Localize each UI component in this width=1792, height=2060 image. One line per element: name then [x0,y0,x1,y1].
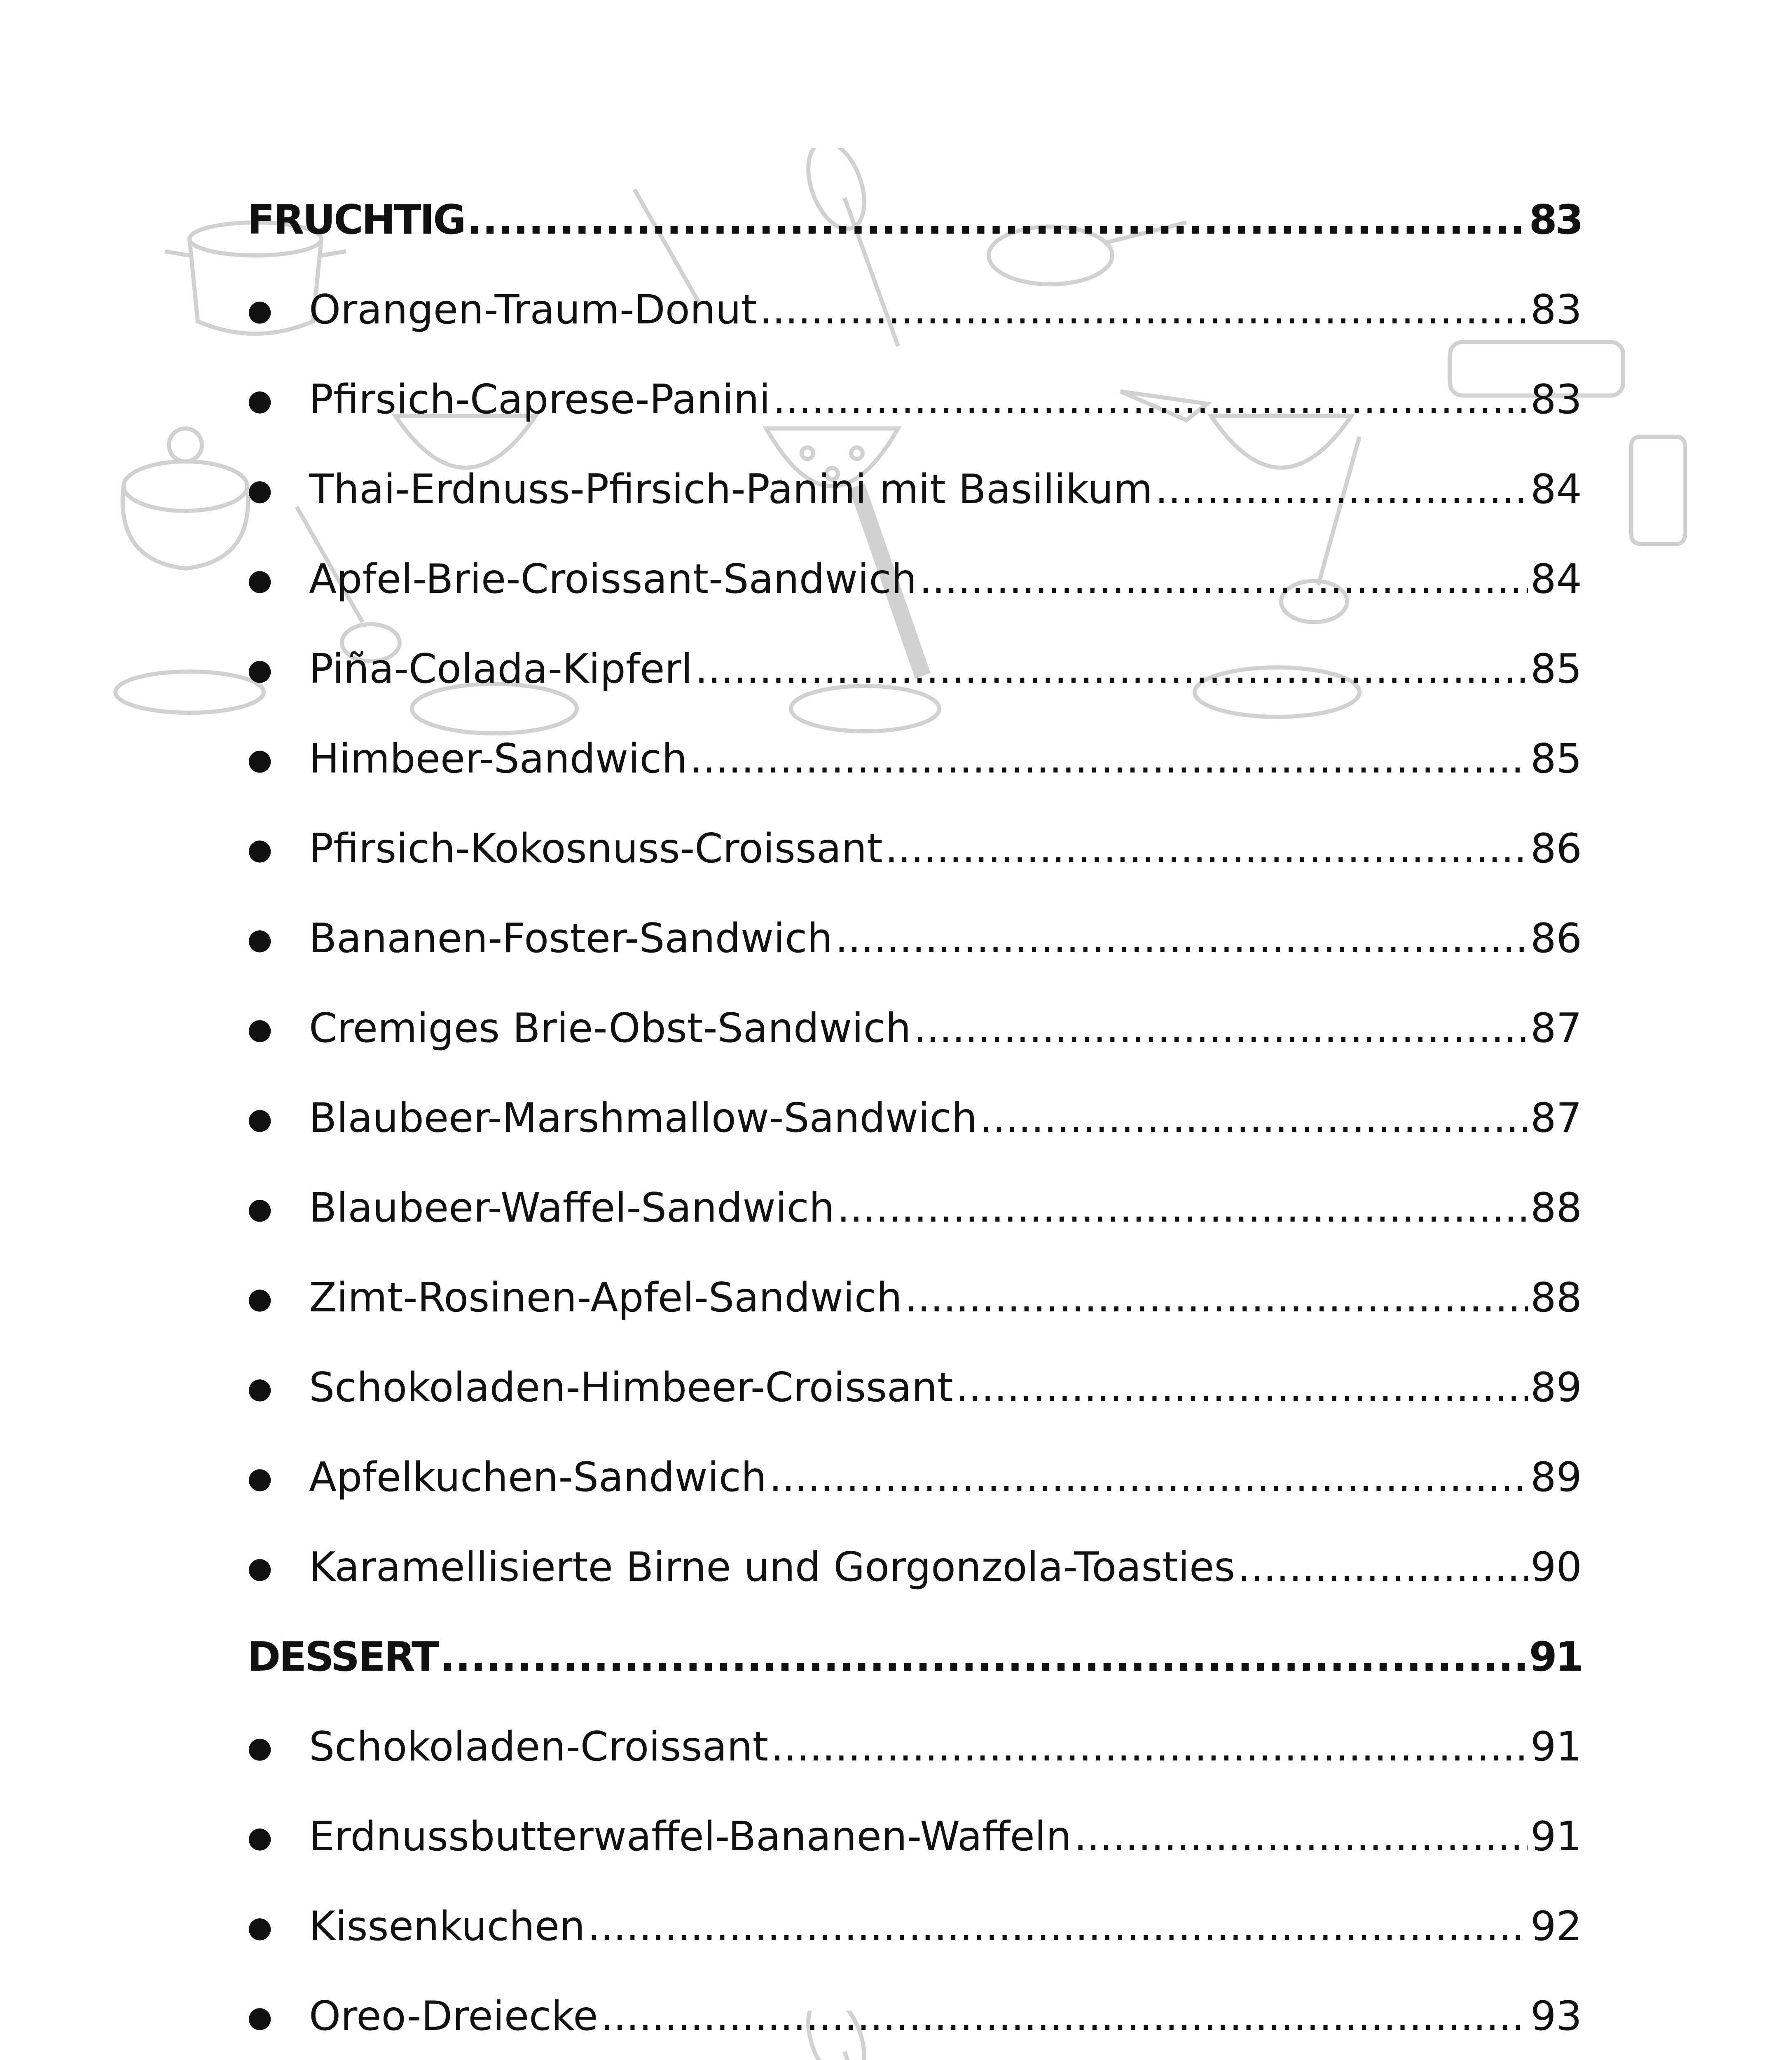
toc-entry-title: Cremiges Brie-Obst-Sandwich [309,1005,911,1052]
toc-page-number: 86 [1530,915,1582,962]
toc-page-number: 87 [1530,1005,1582,1052]
toc-entry-title: Blaubeer-Marshmallow-Sandwich [309,1095,978,1142]
dot-leader [695,649,1528,689]
toc-entry[interactable] [247,1702,1582,1792]
toc-entry[interactable] [247,534,1582,624]
toc-entry-title: Apfel-Brie-Croissant-Sandwich [309,556,917,603]
toc-entry[interactable] [247,1343,1582,1433]
dot-leader [837,1188,1528,1228]
bullet-icon: ● [247,1730,273,1764]
dot-leader [905,1278,1528,1318]
toc-entry-line [247,197,1582,243]
toc-entry-line [247,1544,1582,1591]
bullet-icon: ● [247,383,273,417]
dot-leader [1074,1817,1528,1857]
toc-entry-line [247,376,1582,423]
toc-entry[interactable] [247,1433,1582,1522]
toc-page-number: 85 [1530,735,1582,782]
toc-page-number: 91 [1530,1813,1582,1860]
toc-entry-title: Oreo-Dreiecke [309,1993,598,2040]
toc-entry-line [247,1364,1582,1411]
bullet-icon: ● [247,1012,273,1046]
toc-entry-title: Thai-Erdnuss-Pfirsich-Panini mit Basilikum [309,466,1153,513]
toc-page-number: 87 [1530,1095,1582,1142]
toc-entry-line [247,646,1582,693]
toc-entry-title: Karamellisierte Birne und Gorgonzola-Toasties [309,1544,1235,1591]
toc-entry-line [247,1634,1582,1681]
dot-leader [885,829,1528,869]
toc-entry-title: Orangen-Traum-Donut [309,286,757,333]
toc-entry[interactable] [247,445,1582,534]
toc-entry-line [247,825,1582,872]
toc-entry[interactable] [247,1073,1582,1163]
toc-entry-title: Pfirsich-Caprese-Panini [309,376,771,423]
bullet-icon: ● [247,1371,273,1405]
bullet-icon: ● [247,473,273,507]
toc-entry[interactable] [247,355,1582,445]
toc-entry-title: Apfelkuchen-Sandwich [309,1454,767,1501]
toc-page-number: 86 [1530,825,1582,872]
toc-entry-line [247,1005,1582,1052]
bullet-icon: ● [247,653,273,686]
toc-section-heading[interactable] [247,1612,1582,1702]
bullet-icon: ● [247,1192,273,1225]
bullet-icon: ● [247,922,273,956]
toc-entry-title: Kissenkuchen [309,1903,585,1950]
toc-page-number: 84 [1530,556,1582,603]
dot-leader [771,1727,1528,1767]
toc-entry-line [247,1184,1582,1231]
toc-entry-title: Schokoladen-Croissant [309,1723,769,1770]
bullet-icon: ● [247,1820,273,1854]
toc-entry-line [247,1903,1582,1950]
toc-entry-line [247,1274,1582,1321]
toc-entry[interactable] [247,1253,1582,1343]
toc-entry[interactable] [247,1971,1582,2060]
toc-entry-line [247,286,1582,333]
toc-entry-title: Schokoladen-Himbeer-Croissant [309,1364,953,1411]
toc-page-number: 88 [1530,1184,1582,1231]
toc-page-number: 83 [1530,286,1582,333]
toc-entry[interactable] [247,804,1582,894]
toc-page-number: 93 [1530,1993,1582,2040]
toc-page-number: 85 [1530,646,1582,693]
toc-page-number: 91 [1530,1723,1582,1770]
dot-leader [773,379,1528,420]
dot-leader [980,1098,1528,1138]
toc-entry[interactable] [247,624,1582,714]
bullet-icon: ● [247,742,273,776]
toc-entry-title: Bananen-Foster-Sandwich [309,915,833,962]
dot-leader [835,918,1528,959]
toc-entry-title: Piña-Colada-Kipferl [309,646,692,693]
toc-entry[interactable] [247,983,1582,1073]
toc-entry[interactable] [247,1522,1582,1612]
toc-page-number: 88 [1530,1274,1582,1321]
bullet-icon: ● [247,293,273,327]
toc-page-number: 89 [1530,1454,1582,1501]
toc-entry[interactable] [247,1792,1582,1882]
toc-entry[interactable] [247,714,1582,804]
toc-entry-line [247,466,1582,513]
dot-leader [956,1367,1528,1408]
dot-leader [769,1457,1528,1498]
dot-leader [1238,1547,1528,1587]
dot-leader [601,1996,1528,2037]
toc-entry-title: Zimt-Rosinen-Apfel-Sandwich [309,1274,902,1321]
toc-entry-line [247,1723,1582,1770]
toc-page-number: 89 [1530,1364,1582,1411]
dot-leader [467,200,1527,240]
toc-entry[interactable] [247,1163,1582,1253]
dot-leader [587,1906,1528,1947]
toc-page-number: 91 [1529,1634,1582,1681]
toc-page-number: 90 [1530,1544,1582,1591]
toc-entry-line [247,1454,1582,1501]
bullet-icon: ● [247,1102,273,1135]
toc-entry-title: Pfirsich-Kokosnuss-Croissant [309,825,883,872]
toc-section-heading[interactable] [247,175,1582,265]
dot-leader [440,1637,1527,1677]
toc-entry-line [247,1993,1582,2040]
bullet-icon: ● [247,832,273,866]
kettle-icon [123,428,248,569]
bullet-icon: ● [247,1281,273,1315]
toc-page-number: 92 [1530,1903,1582,1950]
toc-entry-title: Erdnussbutterwaffel-Bananen-Waffeln [309,1813,1072,1860]
toc-page-number: 83 [1530,376,1582,423]
toc-entry[interactable] [247,894,1582,983]
toc-entry-title: Blaubeer-Waffel-Sandwich [309,1184,835,1231]
toc-entry-title: Himbeer-Sandwich [309,735,688,782]
bullet-icon: ● [247,2000,273,2034]
toc-entry-line [247,1813,1582,1860]
dot-leader [759,290,1528,330]
bullet-icon: ● [247,563,273,597]
table-of-contents [247,175,1582,2060]
toc-page-number: 84 [1530,466,1582,513]
dot-leader [919,559,1528,599]
toc-entry-title: FRUCHTIG [247,197,465,243]
dot-leader [690,739,1528,779]
dot-leader [914,1008,1528,1049]
bullet-icon: ● [247,1551,273,1585]
dot-leader [1155,469,1528,510]
toc-entry[interactable] [247,1882,1582,1971]
bullet-icon: ● [247,1461,273,1495]
toc-page-number: 83 [1529,197,1582,243]
toc-entry-title: DESSERT [247,1634,437,1681]
toc-entry-line [247,915,1582,962]
toc-entry-line [247,1095,1582,1142]
toc-entry-line [247,556,1582,603]
bullet-icon: ● [247,1910,273,1944]
toc-entry-line [247,735,1582,782]
toc-entry[interactable] [247,265,1582,355]
